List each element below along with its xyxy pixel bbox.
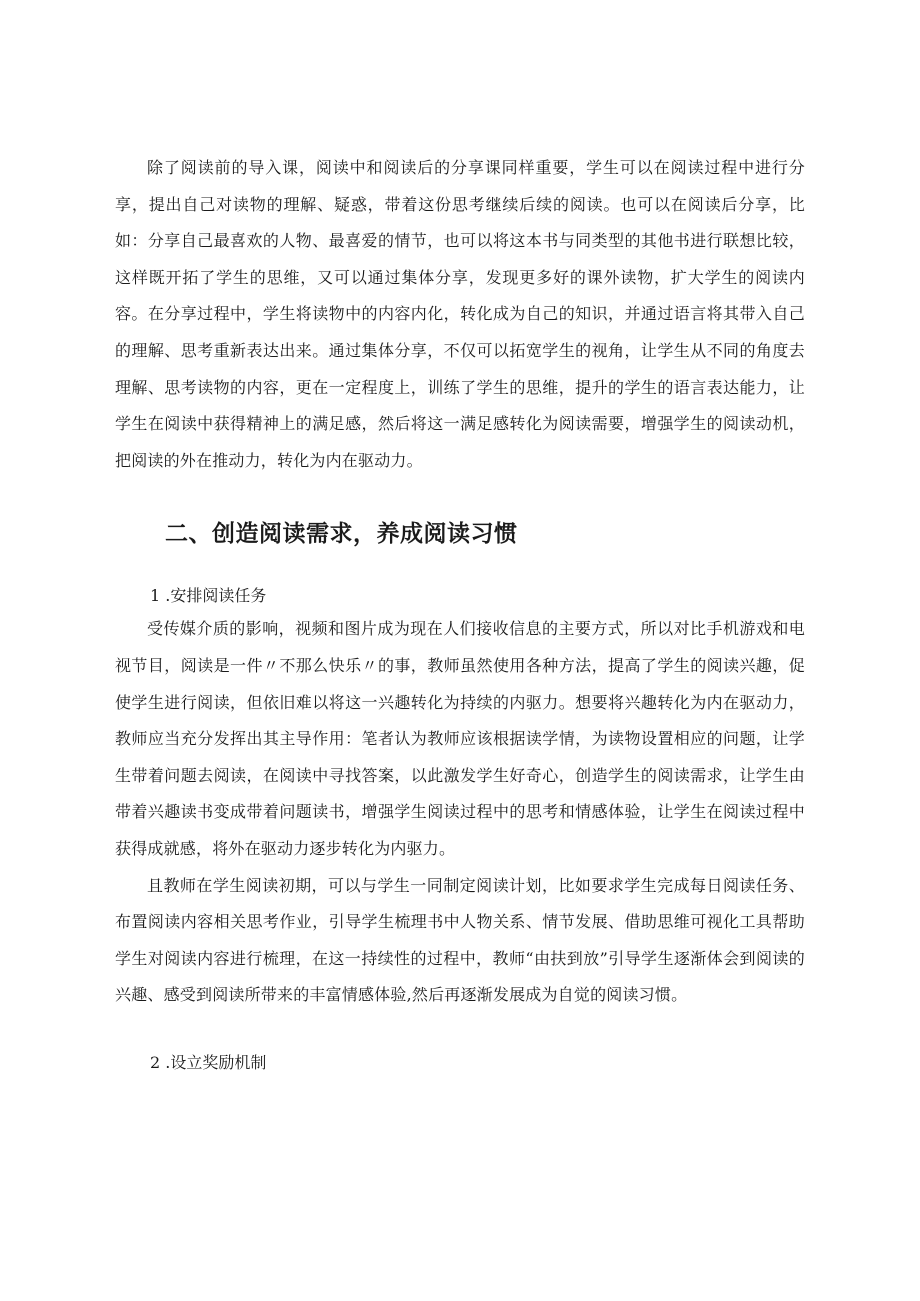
subheading-reading-tasks: 1 .安排阅读任务: [150, 586, 267, 606]
subheading-reward-mechanism: 2 .设立奖励机制: [150, 1052, 267, 1072]
paragraph-sharing-class: 除了阅读前的导入课，阅读中和阅读后的分享课同样重要，学生可以在阅读过程中进行分享，提出自己对读物的理解、疑惑，带着这份思考继续后续的阅读。也可以在阅读后分享，比如：分享自己最喜欢的人物、最喜爱的情节，也可以将这本书与同类型的其他书进行联想比较，这样既开拓了学生的思维，又可以通过集体分享，发现更多好的课外读物，扩大学生的阅读内容。在分享过程中，学生将读物中的内容内化，转化成为自己的知识，并通过语言将其带入自己的理解、思考重新表达出来。通过集体分享，不仅可以拓宽学生的视角，让学生从不同的角度去理解、思考读物的内容，更在一定程度上，训练了学生的思维，提升的学生的语言表达能力，让学生在阅读中获得精神上的满足感，然后将这一满足感转化为阅读需要，增强学生的阅读动机，把阅读的外在推动力，转化为内在驱动力。: [115, 158, 805, 470]
section-heading: 二、创造阅读需求，养成阅读习惯: [165, 520, 518, 548]
paragraph-reading-plan: 且教师在学生阅读初期，可以与学生一同制定阅读计划，比如要求学生完成每日阅读任务、布置阅读内容相关思考作业，引导学生梳理书中人物关系、情节发展、借助思维可视化工具帮助学生对阅读内容进行梳理，在这一持续性的过程中，教师“由扶到放”引导学生逐渐体会到阅读的兴趣、感受到阅读所带来的丰富情感体验,然后再逐渐发展成为自觉的阅读习惯。: [115, 875, 805, 1005]
document-body: [115, 150, 805, 1078]
paragraph-media-influence: 受传媒介质的影响，视频和图片成为现在人们接收信息的主要方式，所以对比手机游戏和电视节目，阅读是一件〃不那么快乐〃的事，教师虽然使用各种方法，提高了学生的阅读兴趣，促使学生进行阅读，但依旧难以将这一兴趣转化为持续的内驱力。想要将兴趣转化为内在驱动力，教师应当充分发挥出其主导作用：笔者认为教师应该根据读学情，为读物设置相应的问题，让学生带着问题去阅读，在阅读中寻找答案，以此激发学生好奇心，创造学生的阅读需求，让学生由带着兴趣读书变成带着问题读书，增强学生阅读过程中的思考和情感体验，让学生在阅读过程中获得成就感，将外在驱动力逐步转化为内驱力。: [115, 619, 805, 858]
